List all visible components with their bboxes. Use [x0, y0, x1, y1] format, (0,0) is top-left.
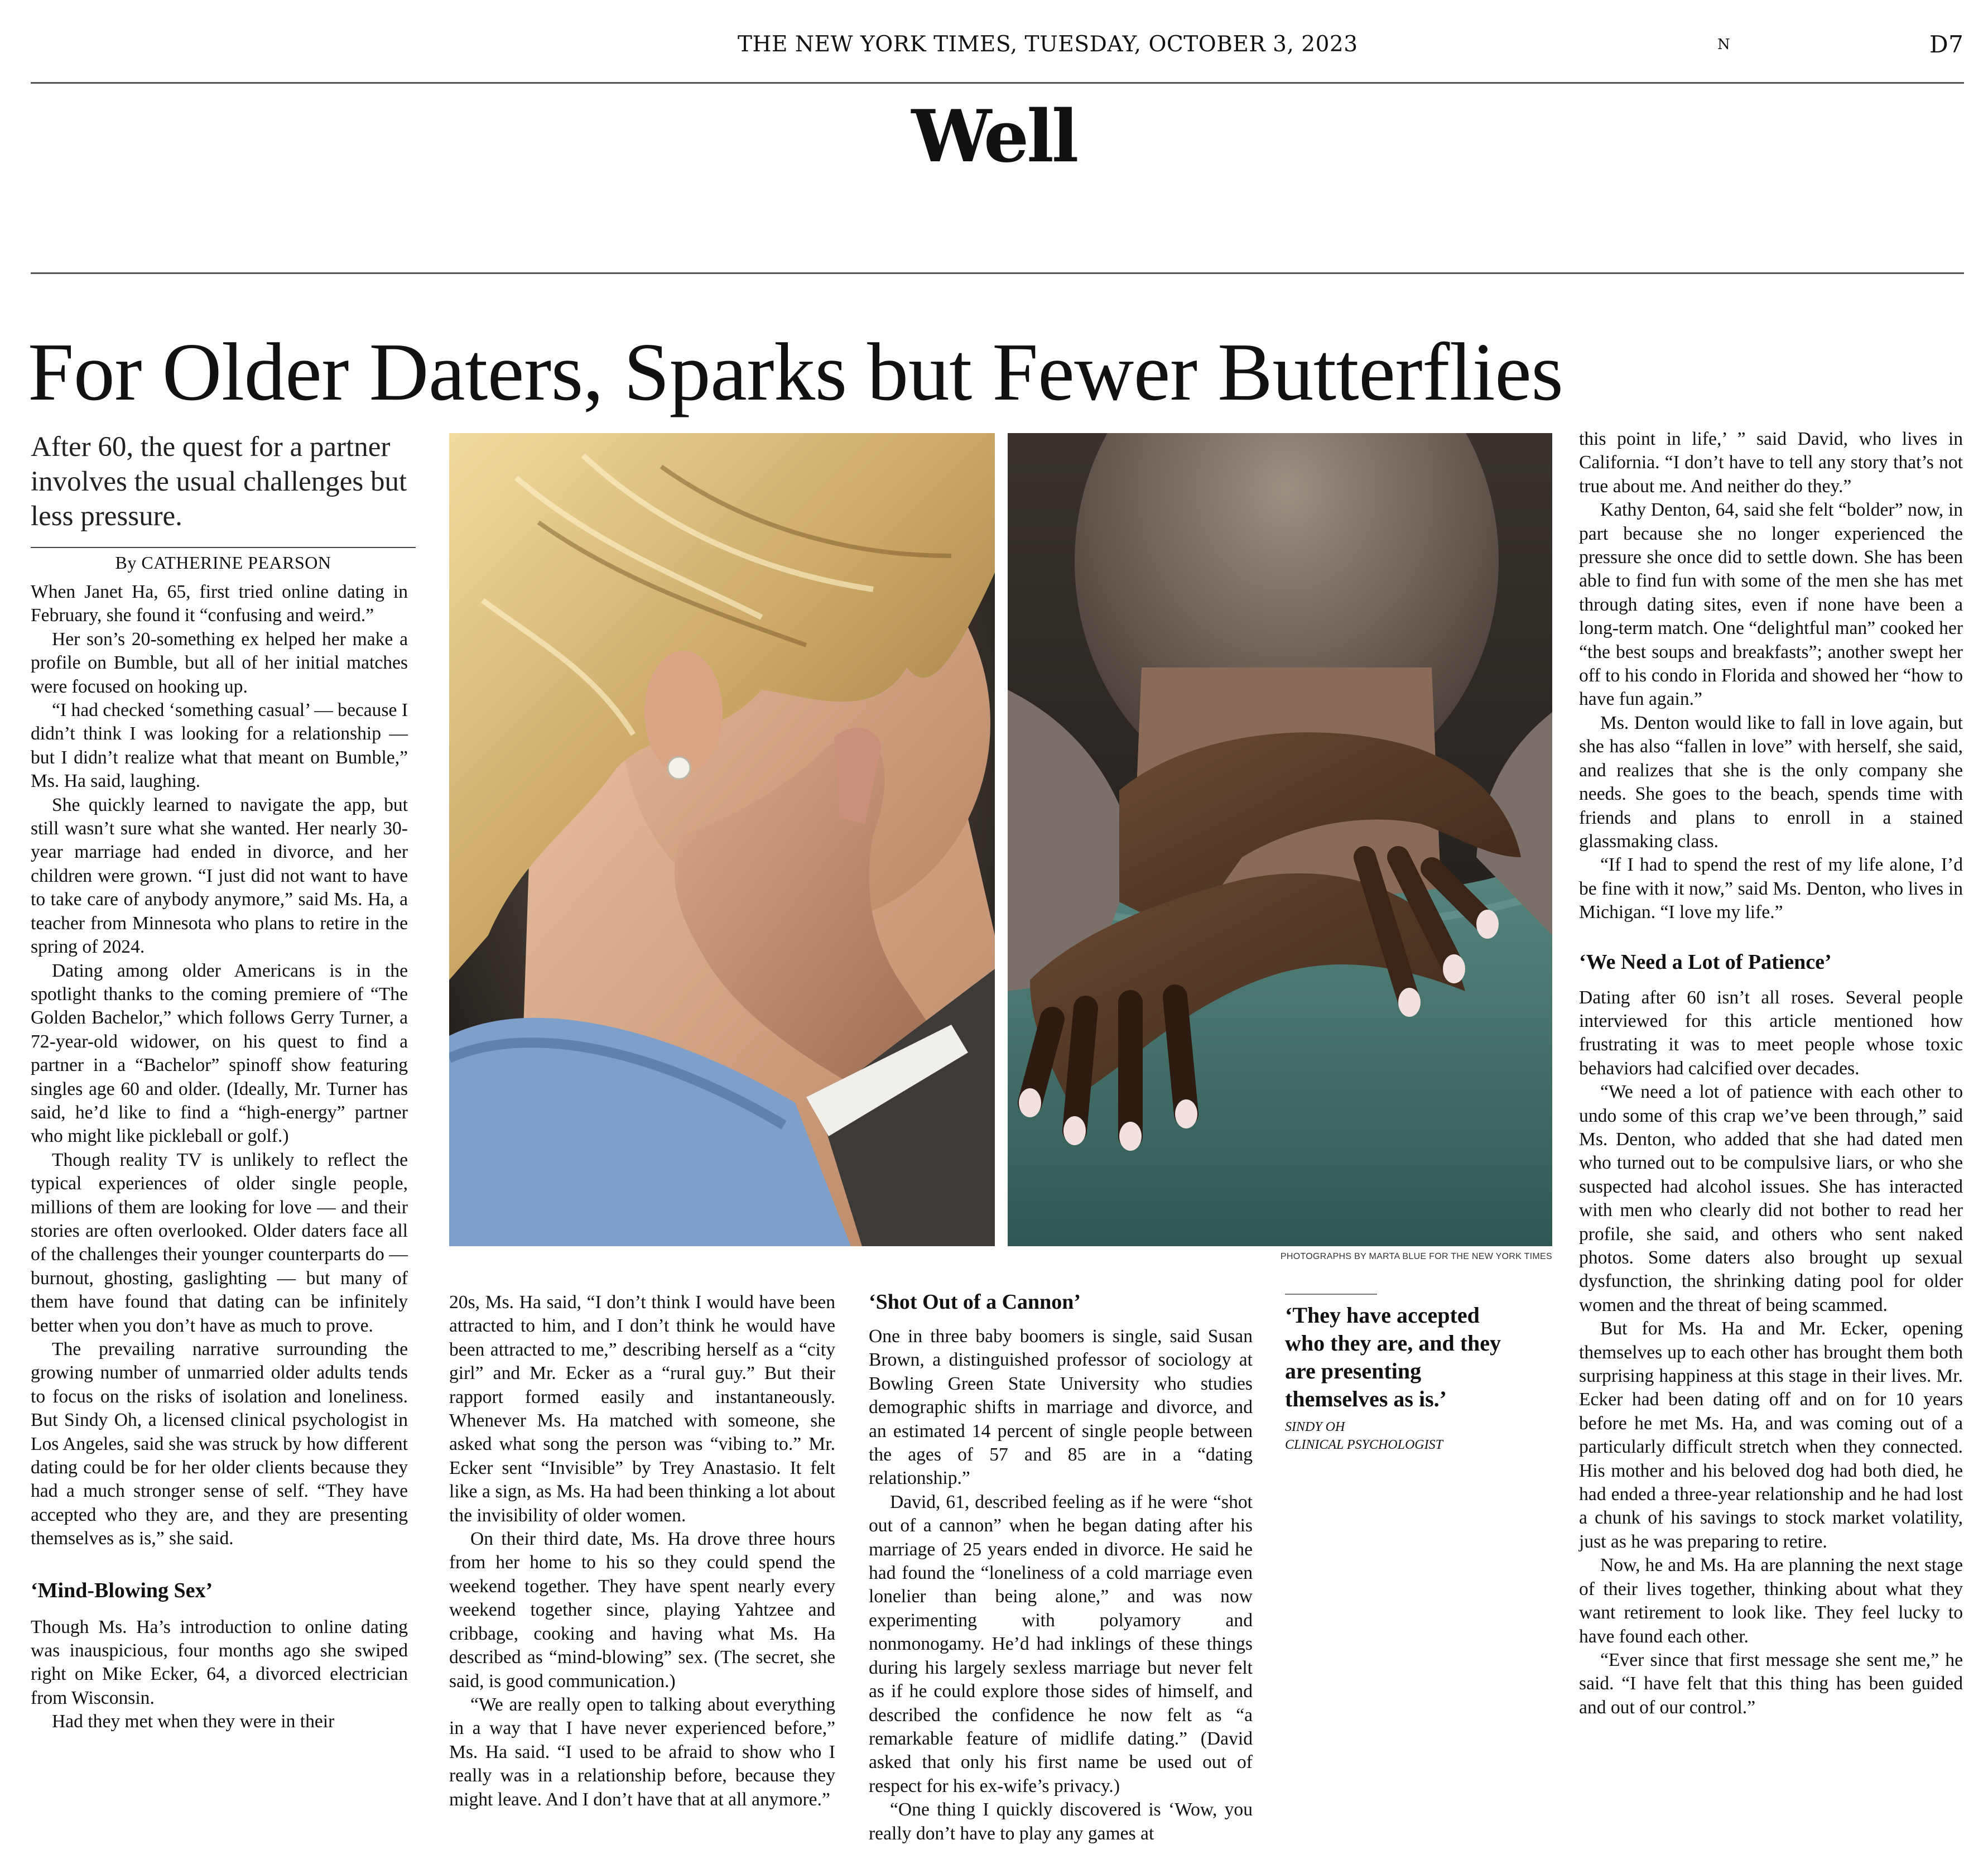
paragraph: Kathy Denton, 64, said she felt “bolder” now, in part because she no longer experienced the pressure she once did to settle down. She has been able to find fun with some of the men she has met through dating sites, even if none have been a long-term match. One “delightful man” cooked her “the best soups and breakfasts”; another swept her off to his condo in Florida and showed her “how to have fun again.” [1579, 499, 1963, 710]
column-5 [1579, 427, 1963, 1719]
top-rule [31, 82, 1964, 84]
paragraph: “We are really open to talking about everything in a way that I have never experienced before,” Ms. Ha said. “I used to be afraid to show who I really was in a relationship before, because they might leave. And I don’t have that at all anymore.” [449, 1694, 835, 1810]
paragraph: “I had checked ‘something casual’ — because I didn’t think I was looking for a relationship — but I didn’t realize what that meant on Bumble,” Ms. Ha said, laughing. [31, 700, 408, 792]
paragraph: But for Ms. Ha and Mr. Ecker, opening themselves up to each other has brought them both surprising happiness at this stage in their lives. Mr. Ecker had been dating off and on for 10 years before he met Ms. Ha, and was coming out of a particularly difficult stretch when they connected. His mother and his beloved dog had both died, he had ended a three-year relationship and he had lost a chunk of his savings to stock market volatility, just as he was preparing to retire. [1579, 1318, 1963, 1552]
paragraph: “Ever since that first message she sent me,” he said. “I have felt that this thing has been guided and out of our control.” [1579, 1649, 1963, 1718]
pull-quote-rule [1285, 1294, 1377, 1295]
section-rule [31, 272, 1964, 274]
paragraph: 20s, Ms. Ha said, “I don’t think I would have been attracted to him, and I don’t think he would have been attracted to me,” describing herself as a “city girl” and Mr. Ecker as a “rural guy.” But their rapport formed easily and instantaneously. Whenever Ms. Ha matched with someone, she asked what song the person was “vibing to.” Mr. Ecker sent “Invisible” by Trey Anastasio. It felt like a sign, as Ms. Ha had been thinking a lot about the invisibility of older women. [449, 1292, 835, 1526]
paragraph: Now, he and Ms. Ha are planning the next stage of their lives together, thinking about what they want retirement to look like. They feel lucky to have found each other. [1579, 1555, 1963, 1647]
paper-date-line: THE NEW YORK TIMES, TUESDAY, OCTOBER 3, 2023 [738, 32, 1358, 57]
dek: After 60, the quest for a partner involves the usual challenges but less pressure. [31, 431, 407, 532]
paragraph: On their third date, Ms. Ha drove three hours from her home to his so they could spend the weekend together. They have spent nearly every weekend together since, playing Yahtzee and cribbage, cooking and having what Ms. Ha described as “mind-blowing” sex. (The secret, she said, is good communication.) [449, 1529, 835, 1692]
paragraph: Ms. Denton would like to fall in love again, but she has also “fallen in love” with herself, she said, and realizes that she is the only company she needs. She goes to the beach, spends time with friends and plans to enroll in a stained glassmaking class. [1579, 712, 1963, 852]
dek-rule [31, 547, 416, 548]
paragraph: this point in life,’ ” said David, who lives in California. “I don’t have to tell any story that’s not true about me. And neither do they.” [1579, 429, 1963, 497]
photo-woman-embrace [449, 433, 995, 1246]
paragraph: The prevailing narrative surrounding the growing number of unmarried older adults tends to focus on the risks of isolation and loneliness. But Sindy Oh, a licensed clinical psychologist in Los Angeles, said she was struck by how different dating could be for her older clients because they had a much stronger sense of self. “They have accepted who they are, and they are presenting themselves as is,” she said. [31, 1339, 408, 1549]
photo-man-embrace [1008, 433, 1552, 1246]
paragraph: Though Ms. Ha’s introduction to online dating was inauspicious, four months ago she swiped right on Mike Ecker, 64, a divorced electrician from Wisconsin. [31, 1616, 408, 1708]
subhead: ‘Mind-Blowing Sex’ [31, 1578, 213, 1602]
page-number: D7 [1929, 31, 1964, 58]
column-3 [869, 1289, 1253, 1846]
pull-quote-name: SINDY OH [1285, 1420, 1345, 1434]
paragraph: “One thing I quickly discovered is ‘Wow, you really don’t have to play any games at [869, 1799, 1253, 1844]
paragraph: One in three baby boomers is single, said Susan Brown, a distinguished professor of sociology at Bowling Green State University who studies demographic shifts in marriage and divorce, and an estimated 14 percent of single people between the ages of 57 and 85 are in a “dating relationship.” [869, 1326, 1253, 1489]
paragraph: When Janet Ha, 65, first tried online dating in February, she found it “confusing and weird.” [31, 582, 408, 626]
pull-quote-title: CLINICAL PSYCHOLOGIST [1285, 1438, 1443, 1452]
column-2 [449, 1291, 835, 1812]
edition-mark: N [1717, 36, 1731, 53]
subhead: ‘We Need a Lot of Patience’ [1579, 950, 1832, 974]
pull-quote: ‘They have accepted who they are, and they are presenting themselves as is.’ [1285, 1303, 1501, 1411]
photo-woman-illustration [449, 433, 995, 1246]
paragraph: Had they met when they were in their [52, 1711, 335, 1732]
photo-credit: PHOTOGRAPHS BY MARTA BLUE FOR THE NEW YORK TIMES [1280, 1252, 1552, 1261]
paragraph: Though reality TV is unlikely to reflect the typical experiences of older single people, millions of them are looking for love — and their stories are often overlooked. Older daters face all of the challenges their younger counterparts do — burnout, ghosting, gaslighting — but many of them have found that dating can be infinitely better when you don’t have as much to prove. [31, 1149, 408, 1336]
column-1 [31, 580, 408, 1734]
paragraph: She quickly learned to navigate the app, but still wasn’t sure what she wanted. Her nearly 30-year marriage had ended in divorce, and her children were grown. “I just did not want to have to take care of anybody anymore,” said Ms. Ha, a teacher from Minnesota who plans to retire in the spring of 2024. [31, 794, 408, 958]
byline: By CATHERINE PEARSON [115, 553, 331, 573]
paragraph: Dating among older Americans is in the spotlight thanks to the coming premiere of “The Golden Bachelor,” which follows Gerry Turner, a 72-year-old widower, on his quest to find a partner in a “Bachelor” spinoff show featuring singles age 60 and older. (Ideally, Mr. Turner has said, he’d like to find a “high-energy” partner who might like pickleball or golf.) [31, 960, 408, 1147]
paragraph: “We need a lot of patience with each other to undo some of this crap we’ve been through,” said Ms. Denton, who added that she had dated men who turned out to be compulsive liars, or who she suspected had alcohol issues. She has interacted with men who clearly did not bother to read her profile, she said, and others who sent naked photos. Some daters also brought up sexual dysfunction, the shrinking dating pool for older women and the threat of being scammed. [1579, 1082, 1963, 1315]
paragraph: David, 61, described feeling as if he were “shot out of a cannon” when he began dating after his marriage of 25 years ended in divorce. He said he had found the “loneliness of a cold marriage even lonelier than being alone,” and was now experimenting with polyamory and nonmonogamy. He’d had inklings of these things during his largely sexless marriage but never felt as if he could explore those sides of himself, and described the confidence he now felt as “a remarkable feature of midlife dating.” (David asked that only his first name be used out of respect for his ex-wife’s privacy.) [869, 1491, 1253, 1796]
photo-man-illustration [1008, 433, 1552, 1246]
paragraph: Dating after 60 isn’t all roses. Several people interviewed for this article mentioned how frustrating it was to meet people whose toxic behaviors had calcified over decades. [1579, 987, 1963, 1079]
paragraph: Her son’s 20-something ex helped her make a profile on Bumble, but all of her initial matches were focused on hooking up. [31, 628, 408, 697]
paragraph: “If I had to spend the rest of my life alone, I’d be fine with it now,” said Ms. Denton, who lives in Michigan. “I love my life.” [1579, 854, 1963, 923]
subhead: ‘Shot Out of a Cannon’ [869, 1290, 1081, 1314]
section-logo: Well [911, 95, 1077, 179]
headline: For Older Daters, Sparks but Fewer Butterflies [28, 326, 1563, 418]
